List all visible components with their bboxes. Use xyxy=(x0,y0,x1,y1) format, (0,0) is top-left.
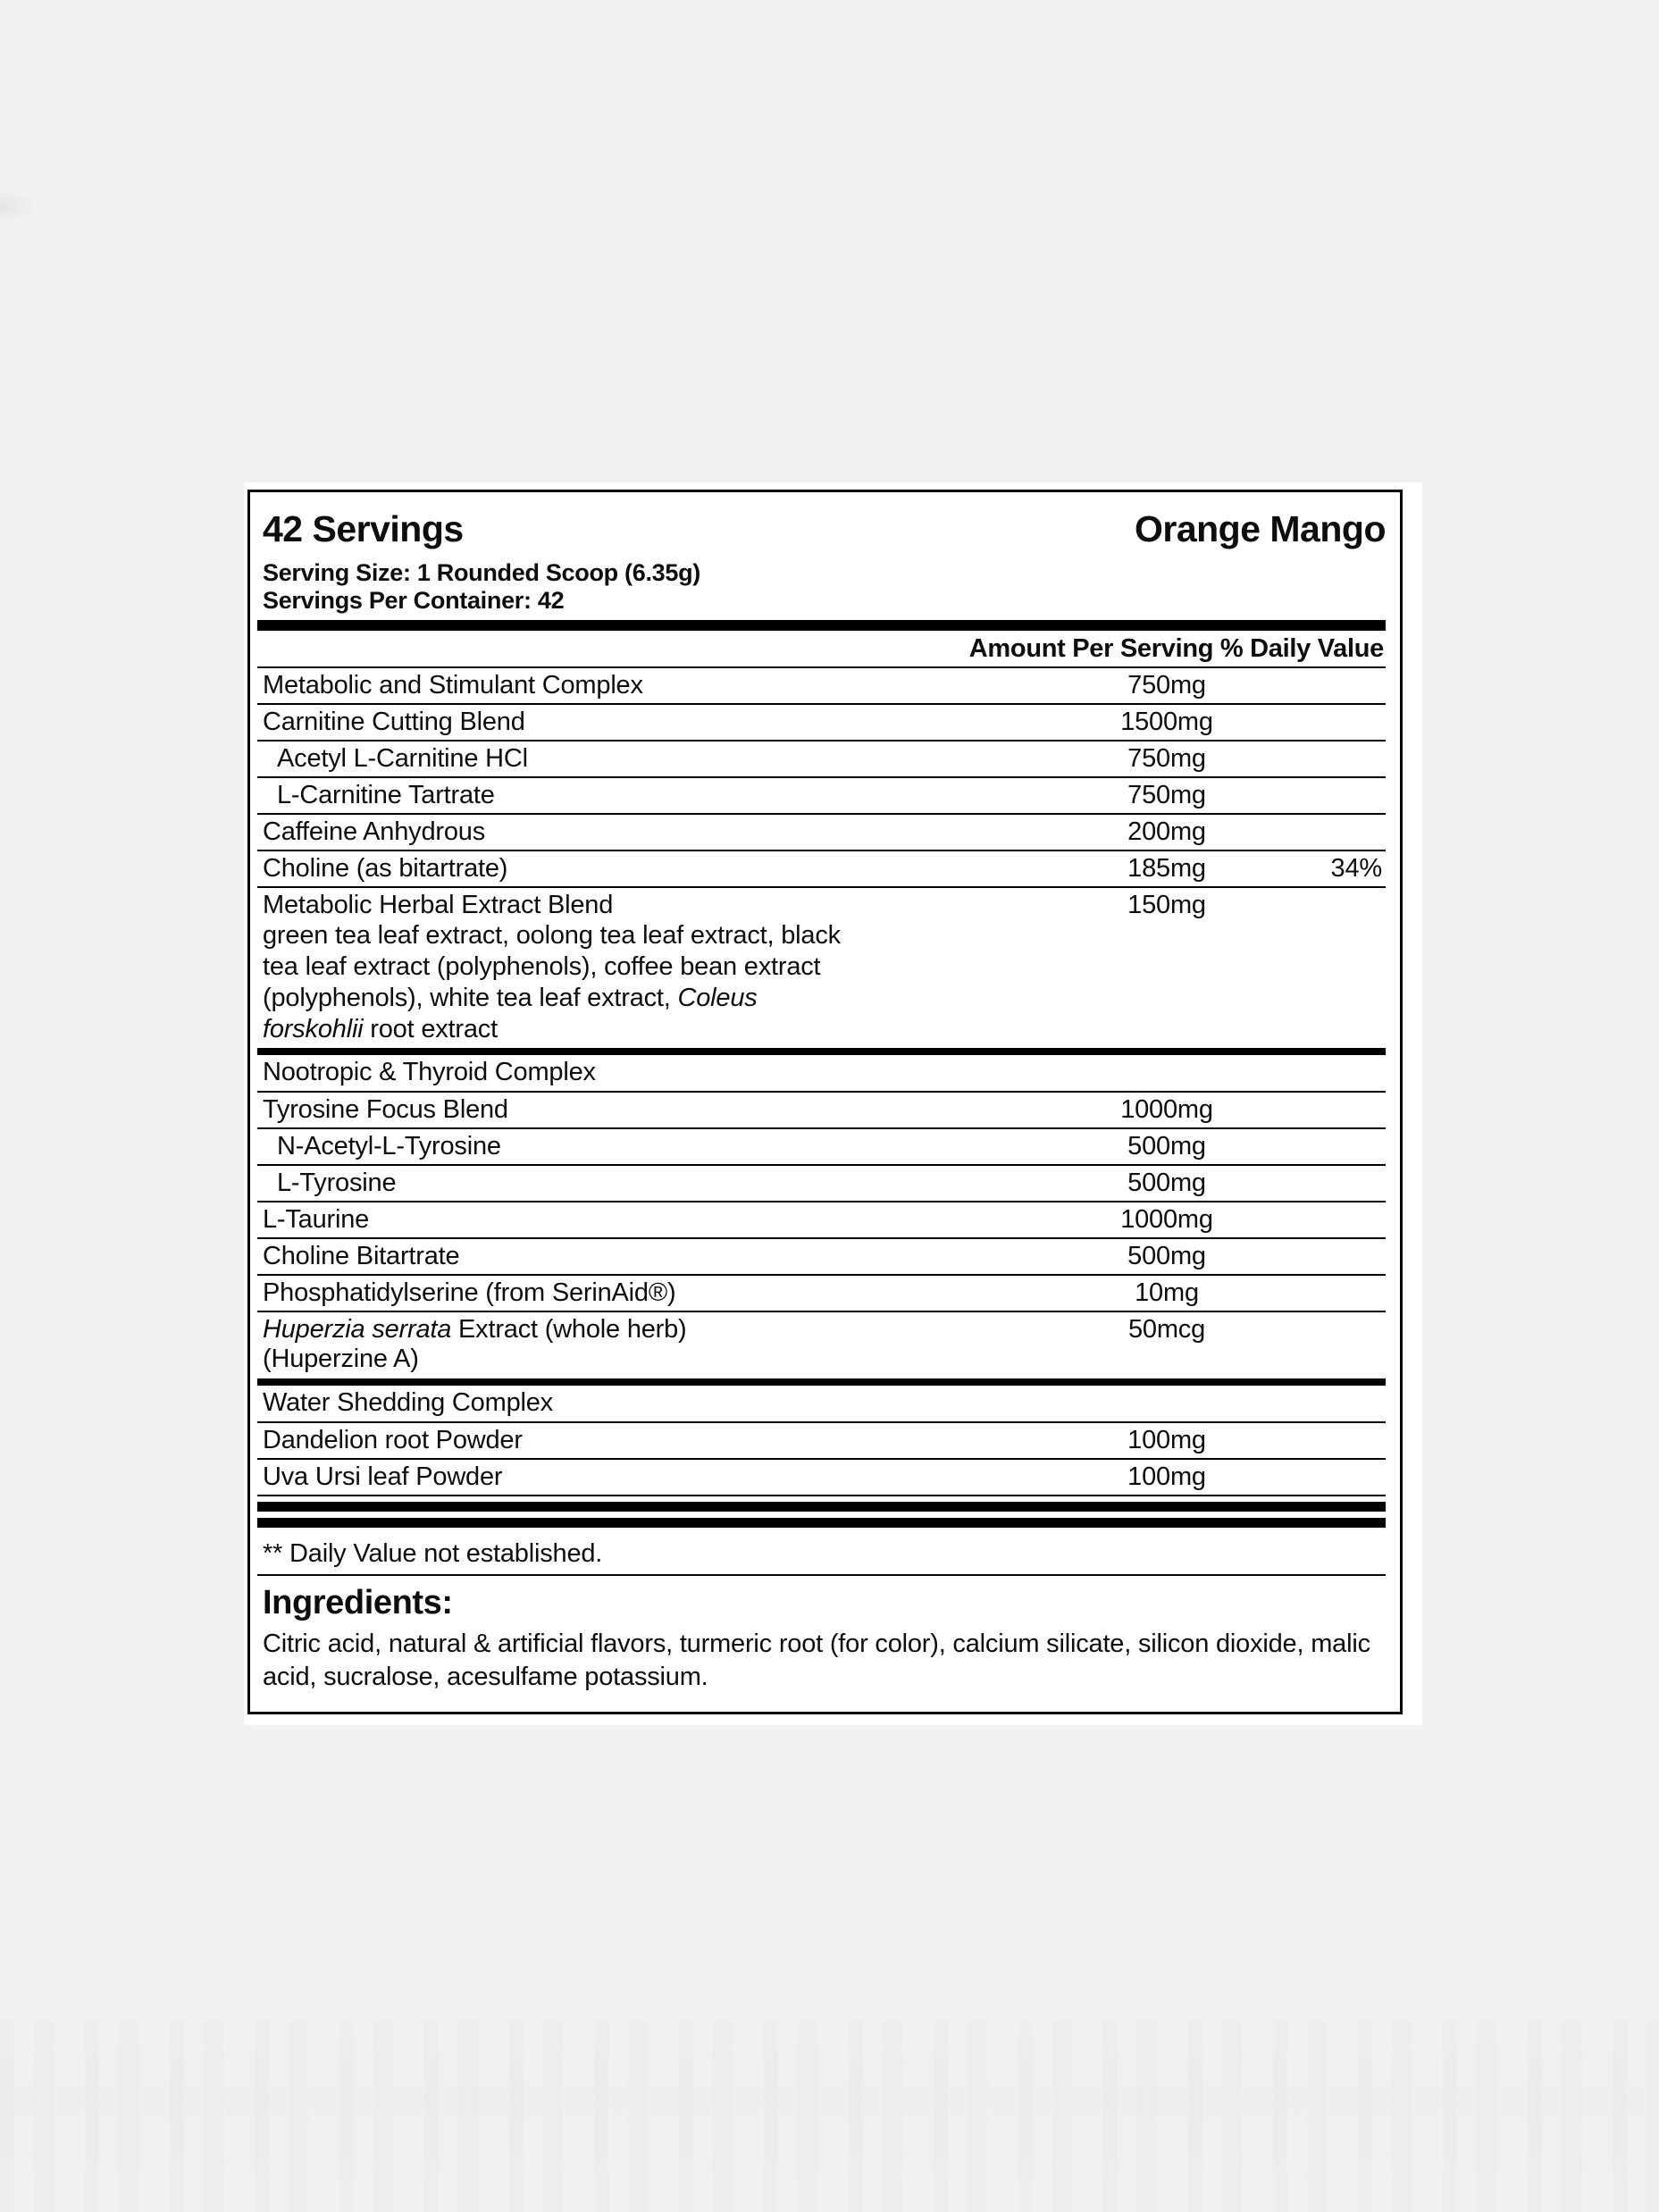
ingredient-amount: 185mg xyxy=(1127,854,1206,884)
ingredient-row-line xyxy=(257,1462,1386,1492)
ingredient-amount: 50mcg xyxy=(1127,1315,1206,1345)
edge-artifact xyxy=(0,189,38,223)
ingredient-amount: 1500mg xyxy=(1120,708,1213,737)
name-text: Tyrosine Focus Blend xyxy=(263,1095,508,1125)
name-text: Phosphatidylserine (from SerinAid®) xyxy=(263,1278,676,1308)
facts-panel xyxy=(247,490,1403,1714)
ingredient-amount: 200mg xyxy=(1127,817,1206,847)
ingredient-row xyxy=(257,1239,1386,1274)
ingredient-row xyxy=(257,1093,1386,1127)
ingredient-name xyxy=(257,781,1077,810)
ingredient-row-line xyxy=(257,891,1386,920)
name-text: Dandelion root Powder xyxy=(263,1426,523,1455)
ingredient-name xyxy=(257,1278,1077,1308)
name-text: Choline Bitartrate xyxy=(263,1242,460,1271)
ingredient-name xyxy=(257,1095,1077,1125)
ingredient-name xyxy=(257,671,1077,700)
name-text: N-Acetyl-L-Tyrosine xyxy=(277,1132,501,1161)
name-text: tea leaf extract (polyphenols), coffee bean extract xyxy=(263,952,821,982)
ingredient-name xyxy=(257,1132,1077,1161)
ingredient-name-continued: (Huperzine A) xyxy=(263,1345,419,1374)
latin-name-italic: Coleus xyxy=(677,984,758,1013)
supplement-facts-label xyxy=(244,482,1422,1725)
ingredient-amount: 10mg xyxy=(1135,1278,1199,1308)
ingredient-row xyxy=(257,1129,1386,1164)
ingredient-row xyxy=(257,705,1386,740)
ingredient-row xyxy=(257,888,1386,1048)
ingredient-row-line xyxy=(257,1132,1386,1161)
ingredient-row xyxy=(257,1276,1386,1311)
ingredient-row xyxy=(257,778,1386,813)
name-text: Acetyl L-Carnitine HCl xyxy=(277,744,528,774)
ingredient-row xyxy=(257,1166,1386,1201)
ingredient-row xyxy=(257,742,1386,776)
ingredient-amount: 1000mg xyxy=(1120,1095,1213,1125)
ingredient-name xyxy=(257,1205,1077,1235)
ingredient-row-line xyxy=(257,854,1386,884)
latin-name-italic: Huperzia serrata xyxy=(263,1315,452,1345)
section-end-bars xyxy=(257,1502,1386,1528)
blend-components-line xyxy=(257,920,1386,951)
section-header: Nootropic & Thyroid Complex xyxy=(263,1058,596,1087)
ingredient-row-line xyxy=(257,1095,1386,1125)
ingredients-heading: Ingredients: xyxy=(263,1584,453,1622)
ingredient-name xyxy=(257,1462,1077,1492)
ingredient-row-line xyxy=(257,1278,1386,1308)
flavor-name: Orange Mango xyxy=(1134,508,1386,549)
ingredient-amount: 750mg xyxy=(1127,781,1206,810)
ingredient-name xyxy=(257,1315,1077,1345)
blend-components-line xyxy=(257,951,1386,983)
name-text: green tea leaf extract, oolong tea leaf extract, black xyxy=(263,921,841,951)
ingredient-row-line xyxy=(257,1242,1386,1271)
ingredient-amount: 150mg xyxy=(1127,891,1206,920)
ingredient-amount: 750mg xyxy=(1127,744,1206,774)
ingredient-name xyxy=(257,708,1077,737)
daily-value-footnote: ** Daily Value not established. xyxy=(263,1539,603,1569)
background-watermark xyxy=(0,2021,1659,2212)
ingredient-row xyxy=(257,668,1386,703)
ingredient-row-line xyxy=(257,744,1386,774)
ingredient-row-line xyxy=(257,1426,1386,1455)
serving-size-text: Serving Size: 1 Rounded Scoop (6.35g) xyxy=(263,559,700,587)
ingredient-amount: 1000mg xyxy=(1120,1205,1213,1235)
footnote-rule xyxy=(257,1574,1386,1576)
ingredient-name xyxy=(257,744,1077,774)
ingredient-name xyxy=(257,1169,1077,1198)
name-text: L-Carnitine Tartrate xyxy=(277,781,495,810)
thick-bar xyxy=(257,1518,1386,1528)
name-text: Extract (whole herb) xyxy=(451,1315,687,1345)
ingredient-amount: 100mg xyxy=(1127,1462,1206,1492)
ingredient-name xyxy=(257,817,1077,847)
header-divider-bar xyxy=(257,620,1386,631)
ingredient-row-line xyxy=(257,781,1386,810)
servings-title: 42 Servings xyxy=(263,508,464,549)
label-title-row xyxy=(257,505,1386,549)
serving-meta xyxy=(257,559,1386,615)
name-text: L-Taurine xyxy=(263,1205,370,1235)
row-rule xyxy=(257,1495,1386,1496)
ingredient-daily-value: 34% xyxy=(1330,854,1382,884)
ingredient-row xyxy=(257,851,1386,886)
name-text: Uva Ursi leaf Powder xyxy=(263,1462,503,1492)
ingredient-table xyxy=(257,666,1386,1496)
ingredient-amount: 500mg xyxy=(1127,1169,1206,1198)
name-text: L-Tyrosine xyxy=(277,1169,397,1198)
ingredient-row-line xyxy=(257,1205,1386,1235)
name-text: Choline (as bitartrate) xyxy=(263,854,508,884)
name-text: Metabolic and Stimulant Complex xyxy=(263,671,643,700)
ingredient-row xyxy=(257,1460,1386,1495)
ingredient-amount: 100mg xyxy=(1127,1426,1206,1455)
blend-components-line xyxy=(257,1014,1386,1045)
ingredient-row-line xyxy=(257,671,1386,700)
ingredient-amount: 500mg xyxy=(1127,1132,1206,1161)
name-text: Metabolic Herbal Extract Blend xyxy=(263,891,614,920)
latin-name-italic: forskohlii xyxy=(263,1015,364,1044)
ingredient-row-line xyxy=(257,1169,1386,1198)
thick-bar xyxy=(257,1502,1386,1512)
ingredient-name xyxy=(257,1426,1077,1455)
ingredient-name xyxy=(257,854,1077,884)
ingredient-row-line xyxy=(257,817,1386,847)
ingredient-row xyxy=(257,1312,1386,1378)
ingredients-list: Citric acid, natural & artificial flavors, turmeric root (for color), calcium silicate, silicon dioxide, malic acid, sucralose, acesulfame potassium. xyxy=(263,1630,1370,1692)
name-text: root extract xyxy=(363,1015,498,1044)
name-text: Caffeine Anhydrous xyxy=(263,817,485,847)
ingredient-amount: 750mg xyxy=(1127,671,1206,700)
ingredient-name xyxy=(257,1242,1077,1271)
blend-components-line xyxy=(257,983,1386,1014)
section-header: Water Shedding Complex xyxy=(263,1388,553,1418)
name-text: (polyphenols), white tea leaf extract, xyxy=(263,984,678,1013)
ingredient-row-line xyxy=(257,1315,1386,1345)
ingredient-name xyxy=(257,891,1077,920)
ingredient-row xyxy=(257,1202,1386,1237)
ingredient-amount: 500mg xyxy=(1127,1242,1206,1271)
ingredient-row xyxy=(257,815,1386,850)
ingredient-row xyxy=(257,1423,1386,1458)
servings-per-container-text: Servings Per Container: 42 xyxy=(263,587,565,615)
name-text: Carnitine Cutting Blend xyxy=(263,708,525,737)
column-header: Amount Per Serving % Daily Value xyxy=(968,634,1384,664)
ingredient-row-line xyxy=(257,708,1386,737)
